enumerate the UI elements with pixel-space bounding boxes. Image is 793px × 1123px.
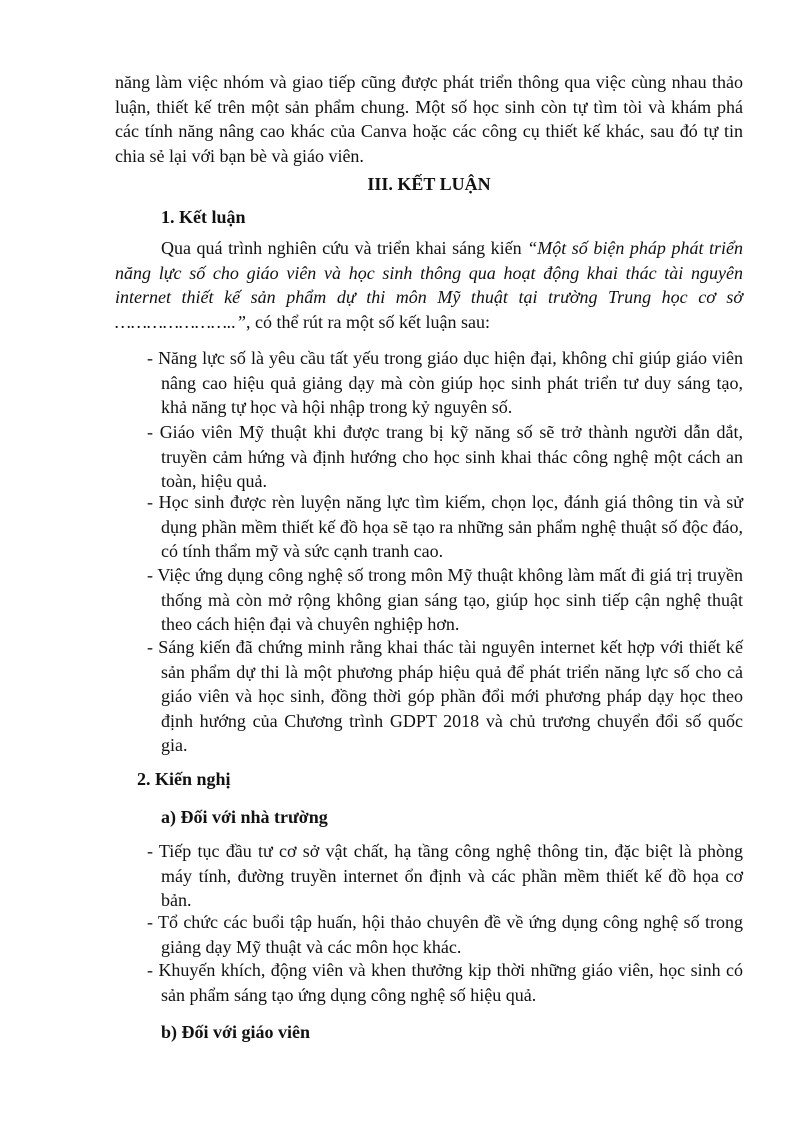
conclusion-item-text: Năng lực số là yêu cầu tất yếu trong giáo dục hiện đại, không chỉ giúp giáo viên nâng cao hiệu quả giảng dạy mà còn giúp học sinh phát triển tư duy sáng tạo, khả năng tự học và hội nhập trong kỷ nguyên số. xyxy=(158,348,744,418)
subsection-1-title: 1. Kết luận xyxy=(161,207,246,227)
bullet-dash: - xyxy=(147,912,153,932)
conclusion-intro-lead: Qua quá trình nghiên cứu và triển khai sáng kiến xyxy=(161,238,528,258)
intro-paragraph: năng làm việc nhóm và giao tiếp cũng được phát triển thông qua việc cùng nhau thảo luận, thiết kế trên một sản phẩm chung. Một số học sinh còn tự tìm tòi và khám phá các tính năng nâng cao khác của Canva hoặc các công cụ thiết kế khác, sau đó tự tin chia sẻ lại với bạn bè và giáo viên. xyxy=(115,72,743,166)
section-title: III. KẾT LUẬN xyxy=(367,174,491,194)
school-item-text: Tiếp tục đầu tư cơ sở vật chất, hạ tầng công nghệ thông tin, đặc biệt là phòng máy tính, đường truyền internet ổn định và các phần mềm thiết kế đồ họa cơ bản. xyxy=(158,841,743,911)
conclusion-item xyxy=(137,563,743,637)
conclusion-intro-tail: , có thể rút ra một số kết luận sau: xyxy=(246,311,490,332)
conclusion-item-text: Sáng kiến đã chứng minh rằng khai thác tài nguyên internet kết hợp với thiết kế sản phẩm dự thi là một phương pháp hiệu quả để phát triển năng lực số cho cả giáo viên và học sinh, đồng thời góp phần đổi mới phương pháp dạy học theo định hướng của Chương trình GDPT 2018 và chủ trương chuyển đổi số quốc gia. xyxy=(158,637,743,756)
school-item xyxy=(137,839,743,913)
conclusion-item xyxy=(137,635,743,758)
conclusion-item-text: Giáo viên Mỹ thuật khi được trang bị kỹ năng số sẽ trở thành người dẫn dắt, truyền cảm hứng và định hướng cho học sinh khai thác công nghệ một cách an toàn, hiệu quả. xyxy=(159,422,743,492)
subsection-2b-title: b) Đối với giáo viên xyxy=(161,1022,310,1042)
school-item-text: Tổ chức các buổi tập huấn, hội thảo chuyên đề về ứng dụng công nghệ số trong giảng dạy Mỹ thuật và các môn học khác. xyxy=(158,912,743,957)
initiative-title: “Một số biện pháp phát triển năng lực số cho giáo viên và học sinh thông qua hoạt động khai thác tài nguyên internet thiết kế sản phẩm dự thi môn Mỹ thuật tại trường Trung học cơ sở …………………..” xyxy=(115,238,743,332)
conclusion-item xyxy=(137,420,743,494)
subsection-2-title: 2. Kiến nghị xyxy=(137,769,231,789)
bullet-dash: - xyxy=(147,492,153,512)
bullet-dash: - xyxy=(147,565,153,585)
bullet-dash: - xyxy=(147,841,153,861)
bullet-dash: - xyxy=(147,637,153,657)
conclusion-item-text: Học sinh được rèn luyện năng lực tìm kiếm, chọn lọc, đánh giá thông tin và sử dụng phần mềm thiết kế đồ họa sẽ tạo ra những sản phẩm nghệ thuật số độc đáo, có tính thẩm mỹ và sức cạnh tranh cao. xyxy=(158,492,743,562)
school-item-text: Khuyến khích, động viên và khen thưởng kịp thời những giáo viên, học sinh có sản phẩm sáng tạo ứng dụng công nghệ số hiệu quả. xyxy=(158,960,743,1005)
conclusion-item xyxy=(137,490,743,564)
subsection-2a-title: a) Đối với nhà trường xyxy=(161,807,328,827)
school-item xyxy=(137,910,743,959)
conclusion-intro-paragraph xyxy=(115,236,743,334)
conclusion-item-text: Việc ứng dụng công nghệ số trong môn Mỹ thuật không làm mất đi giá trị truyền thống mà còn mở rộng không gian sáng tạo, giúp học sinh tiếp cận nghệ thuật theo cách hiện đại và chuyên nghiệp hơn. xyxy=(157,565,743,635)
bullet-dash: - xyxy=(147,960,153,980)
school-item xyxy=(137,958,743,1007)
bullet-dash: - xyxy=(147,348,153,368)
conclusion-item xyxy=(137,346,743,420)
bullet-dash: - xyxy=(147,422,153,442)
